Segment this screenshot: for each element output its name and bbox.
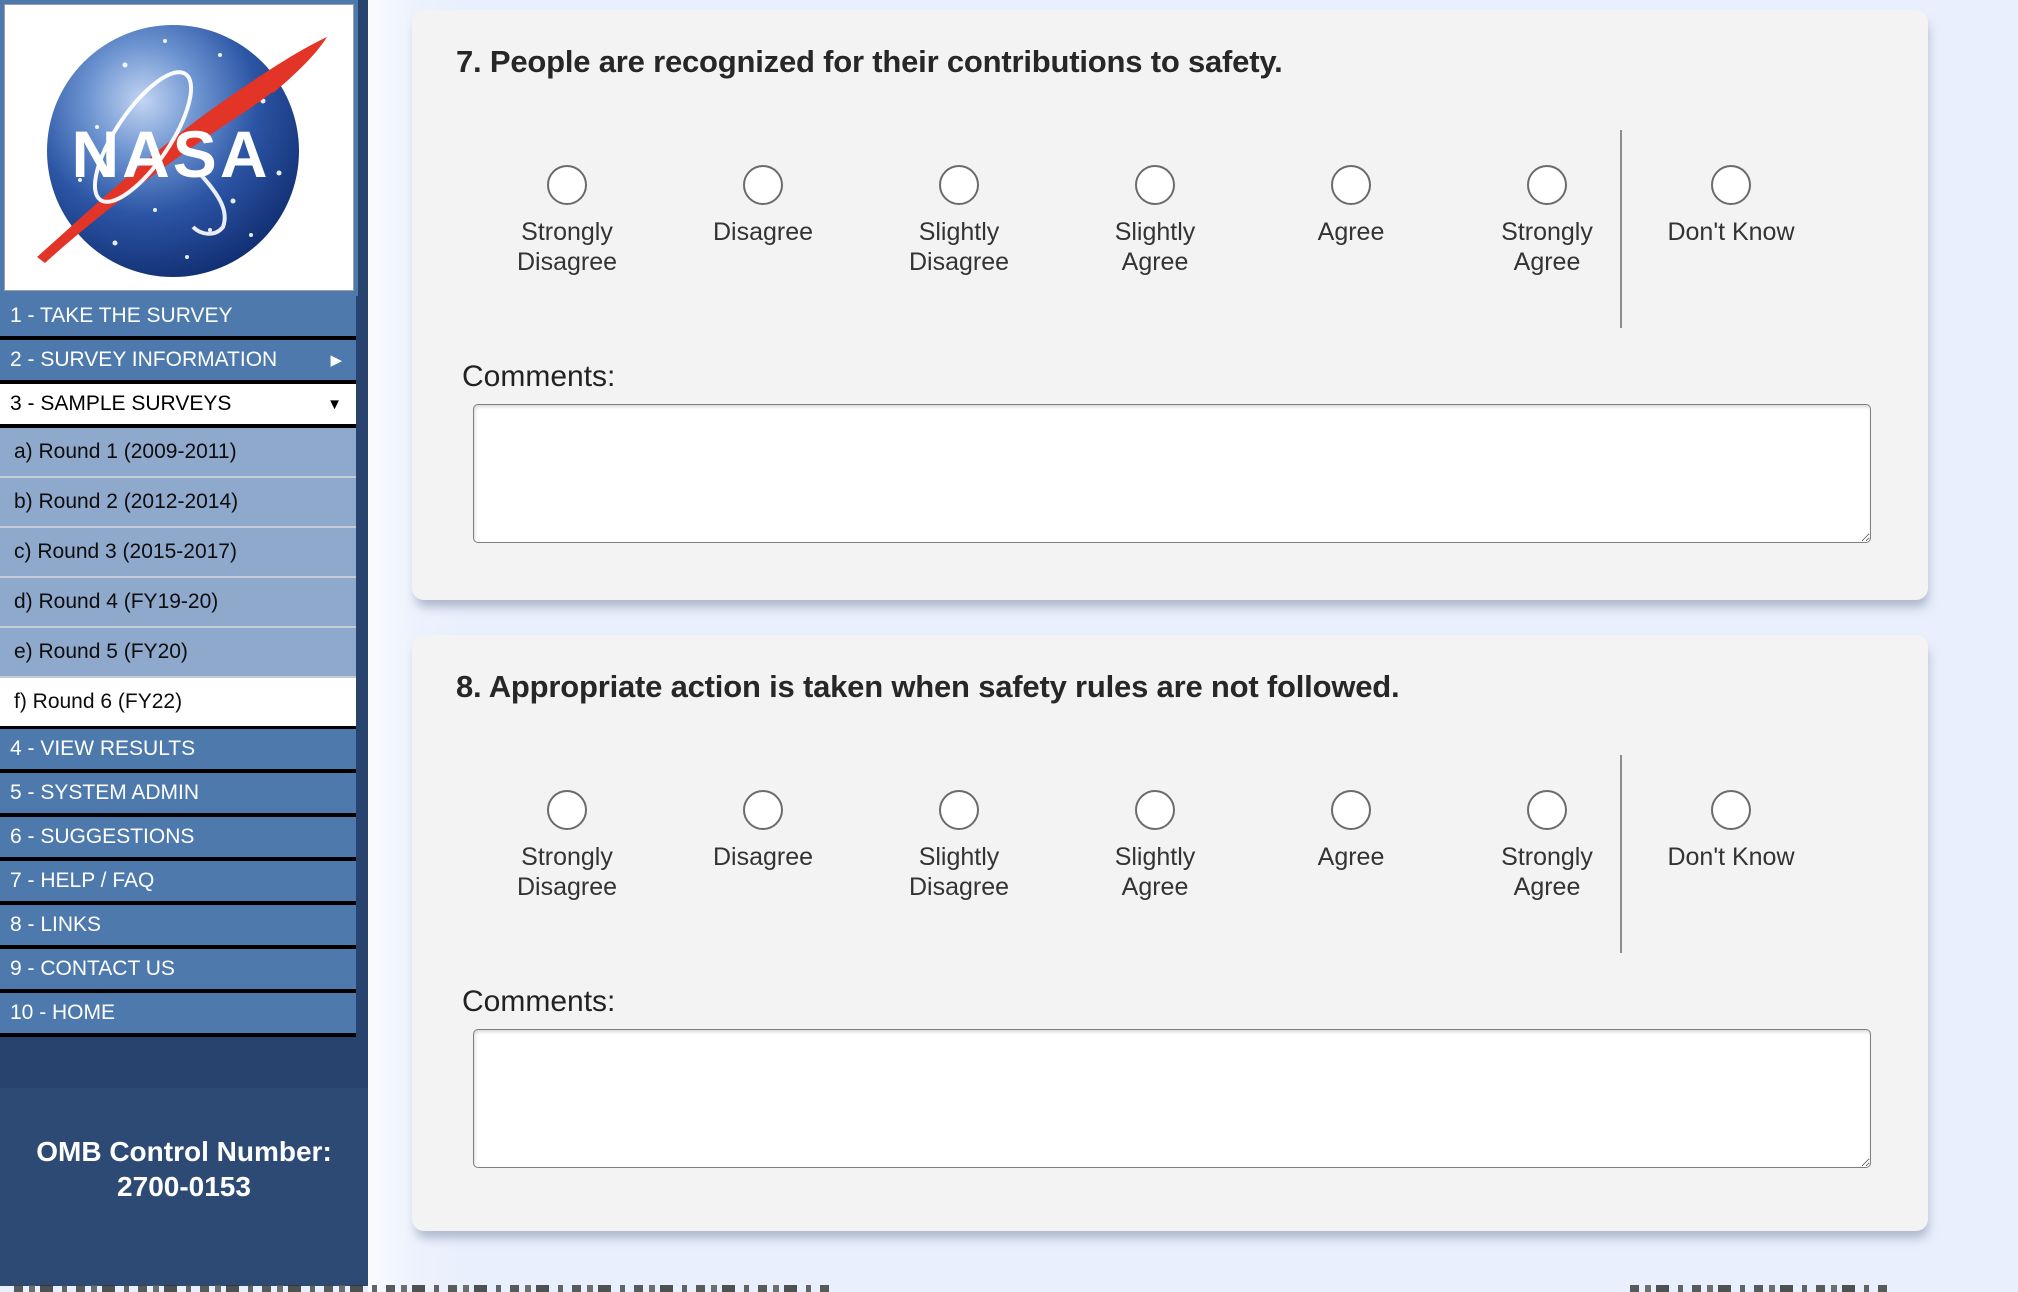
comments-textarea[interactable] xyxy=(473,1029,1871,1168)
arrow-right-icon: ▶ xyxy=(330,351,342,369)
sidebar-menu xyxy=(0,296,356,1037)
radio-agree[interactable] xyxy=(1331,165,1371,205)
comments-label: Comments: xyxy=(462,360,616,393)
option-label: Strongly Agree xyxy=(1501,843,1593,901)
sidebar-item-round-5[interactable] xyxy=(0,628,356,678)
radio-disagree[interactable] xyxy=(743,790,783,830)
sidebar-item-label: 6 - SUGGESTIONS xyxy=(10,825,195,848)
sidebar-item-label: 5 - SYSTEM ADMIN xyxy=(10,781,200,804)
radio-strongly-agree[interactable] xyxy=(1527,790,1567,830)
radio-slightly-disagree[interactable] xyxy=(939,165,979,205)
option-label: Slightly Disagree xyxy=(908,843,1010,901)
sidebar-item-system-admin[interactable] xyxy=(0,773,356,817)
scale-divider xyxy=(1620,755,1622,953)
sidebar-item-label: 1 - TAKE THE SURVEY xyxy=(10,304,233,327)
option-label: Agree xyxy=(1317,843,1385,871)
question-title: 7. People are recognized for their contributions to safety. xyxy=(456,44,1283,79)
question-7-card xyxy=(412,10,1928,600)
likert-option-strongly-disagree xyxy=(469,790,665,902)
likert-option-slightly-disagree xyxy=(861,790,1057,902)
comments-textarea[interactable] xyxy=(473,404,1871,543)
question-title: 8. Appropriate action is taken when safety rules are not followed. xyxy=(456,669,1400,704)
option-label: Strongly Disagree xyxy=(516,843,618,901)
option-label: Slightly Agree xyxy=(1114,218,1196,276)
nasa-logo-image xyxy=(4,4,354,291)
option-label: Disagree xyxy=(712,843,814,871)
omb-control-number xyxy=(0,1088,368,1286)
likert-option-strongly-disagree xyxy=(469,165,665,277)
svg-text:NASA: NASA xyxy=(71,117,271,191)
sidebar-item-contact-us[interactable] xyxy=(0,949,356,993)
option-label: Disagree xyxy=(712,218,814,246)
radio-slightly-agree[interactable] xyxy=(1135,165,1175,205)
sidebar xyxy=(0,0,368,1286)
sidebar-item-home[interactable] xyxy=(0,993,356,1037)
omb-line2: 2700-0153 xyxy=(117,1171,251,1202)
sidebar-item-round-4[interactable] xyxy=(0,578,356,628)
option-label: Slightly Agree xyxy=(1114,843,1196,901)
option-label: Agree xyxy=(1317,218,1385,246)
radio-agree[interactable] xyxy=(1331,790,1371,830)
sidebar-item-label: 10 - HOME xyxy=(10,1001,116,1024)
likert-option-slightly-agree xyxy=(1057,790,1253,902)
sidebar-item-round-1[interactable] xyxy=(0,428,356,478)
sidebar-item-label: c) Round 3 (2015-2017) xyxy=(14,540,237,563)
sidebar-item-label: 9 - CONTACT US xyxy=(10,957,175,980)
sidebar-item-label: 4 - VIEW RESULTS xyxy=(10,737,196,760)
radio-strongly-agree[interactable] xyxy=(1527,165,1567,205)
arrow-down-icon: ▼ xyxy=(327,395,342,413)
likert-option-dont-know xyxy=(1636,790,1826,872)
sidebar-item-label: 2 - SURVEY INFORMATION xyxy=(10,348,278,371)
survey-content xyxy=(368,0,2018,1292)
likert-option-strongly-agree xyxy=(1449,790,1645,902)
radio-dont-know[interactable] xyxy=(1711,165,1751,205)
option-label: Strongly Agree xyxy=(1501,218,1593,276)
radio-slightly-disagree[interactable] xyxy=(939,790,979,830)
option-label: Don't Know xyxy=(1667,218,1795,246)
sidebar-item-label: f) Round 6 (FY22) xyxy=(14,690,183,713)
radio-strongly-disagree[interactable] xyxy=(547,165,587,205)
likert-option-agree xyxy=(1253,790,1449,872)
scale-divider xyxy=(1620,130,1622,328)
sidebar-item-label: d) Round 4 (FY19-20) xyxy=(14,590,219,613)
sidebar-item-sample-surveys[interactable] xyxy=(0,384,356,428)
likert-option-disagree xyxy=(665,165,861,247)
radio-disagree[interactable] xyxy=(743,165,783,205)
nasa-logo xyxy=(0,0,358,296)
likert-option-disagree xyxy=(665,790,861,872)
sidebar-item-links[interactable] xyxy=(0,905,356,949)
likert-option-dont-know xyxy=(1636,165,1826,247)
sidebar-item-label: e) Round 5 (FY20) xyxy=(14,640,188,663)
option-label: Slightly Disagree xyxy=(908,218,1010,276)
likert-option-slightly-agree xyxy=(1057,165,1253,277)
option-label: Don't Know xyxy=(1667,843,1795,871)
clipped-footer-text xyxy=(14,1285,830,1292)
likert-option-slightly-disagree xyxy=(861,165,1057,277)
sidebar-item-label: b) Round 2 (2012-2014) xyxy=(14,490,239,513)
sidebar-item-round-2[interactable] xyxy=(0,478,356,528)
sidebar-item-label: 8 - LINKS xyxy=(10,913,102,936)
radio-strongly-disagree[interactable] xyxy=(547,790,587,830)
radio-dont-know[interactable] xyxy=(1711,790,1751,830)
clipped-footer-text xyxy=(1630,1285,1893,1292)
likert-option-agree xyxy=(1253,165,1449,247)
sidebar-item-survey-information[interactable] xyxy=(0,340,356,384)
sidebar-item-label: a) Round 1 (2009-2011) xyxy=(14,440,237,463)
option-label: Strongly Disagree xyxy=(516,218,618,276)
sidebar-item-view-results[interactable] xyxy=(0,729,356,773)
sidebar-item-round-6[interactable] xyxy=(0,678,356,729)
sidebar-item-label: 7 - HELP / FAQ xyxy=(10,869,155,892)
sidebar-item-help-faq[interactable] xyxy=(0,861,356,905)
likert-scale xyxy=(469,790,1826,902)
sidebar-item-label: 3 - SAMPLE SURVEYS xyxy=(10,392,232,415)
comments-label: Comments: xyxy=(462,985,616,1018)
likert-option-strongly-agree xyxy=(1449,165,1645,277)
sidebar-item-take-the-survey[interactable] xyxy=(0,296,356,340)
sidebar-item-round-3[interactable] xyxy=(0,528,356,578)
sidebar-item-suggestions[interactable] xyxy=(0,817,356,861)
likert-scale xyxy=(469,165,1826,277)
radio-slightly-agree[interactable] xyxy=(1135,790,1175,830)
omb-line1: OMB Control Number: xyxy=(36,1136,332,1167)
question-8-card xyxy=(412,635,1928,1231)
